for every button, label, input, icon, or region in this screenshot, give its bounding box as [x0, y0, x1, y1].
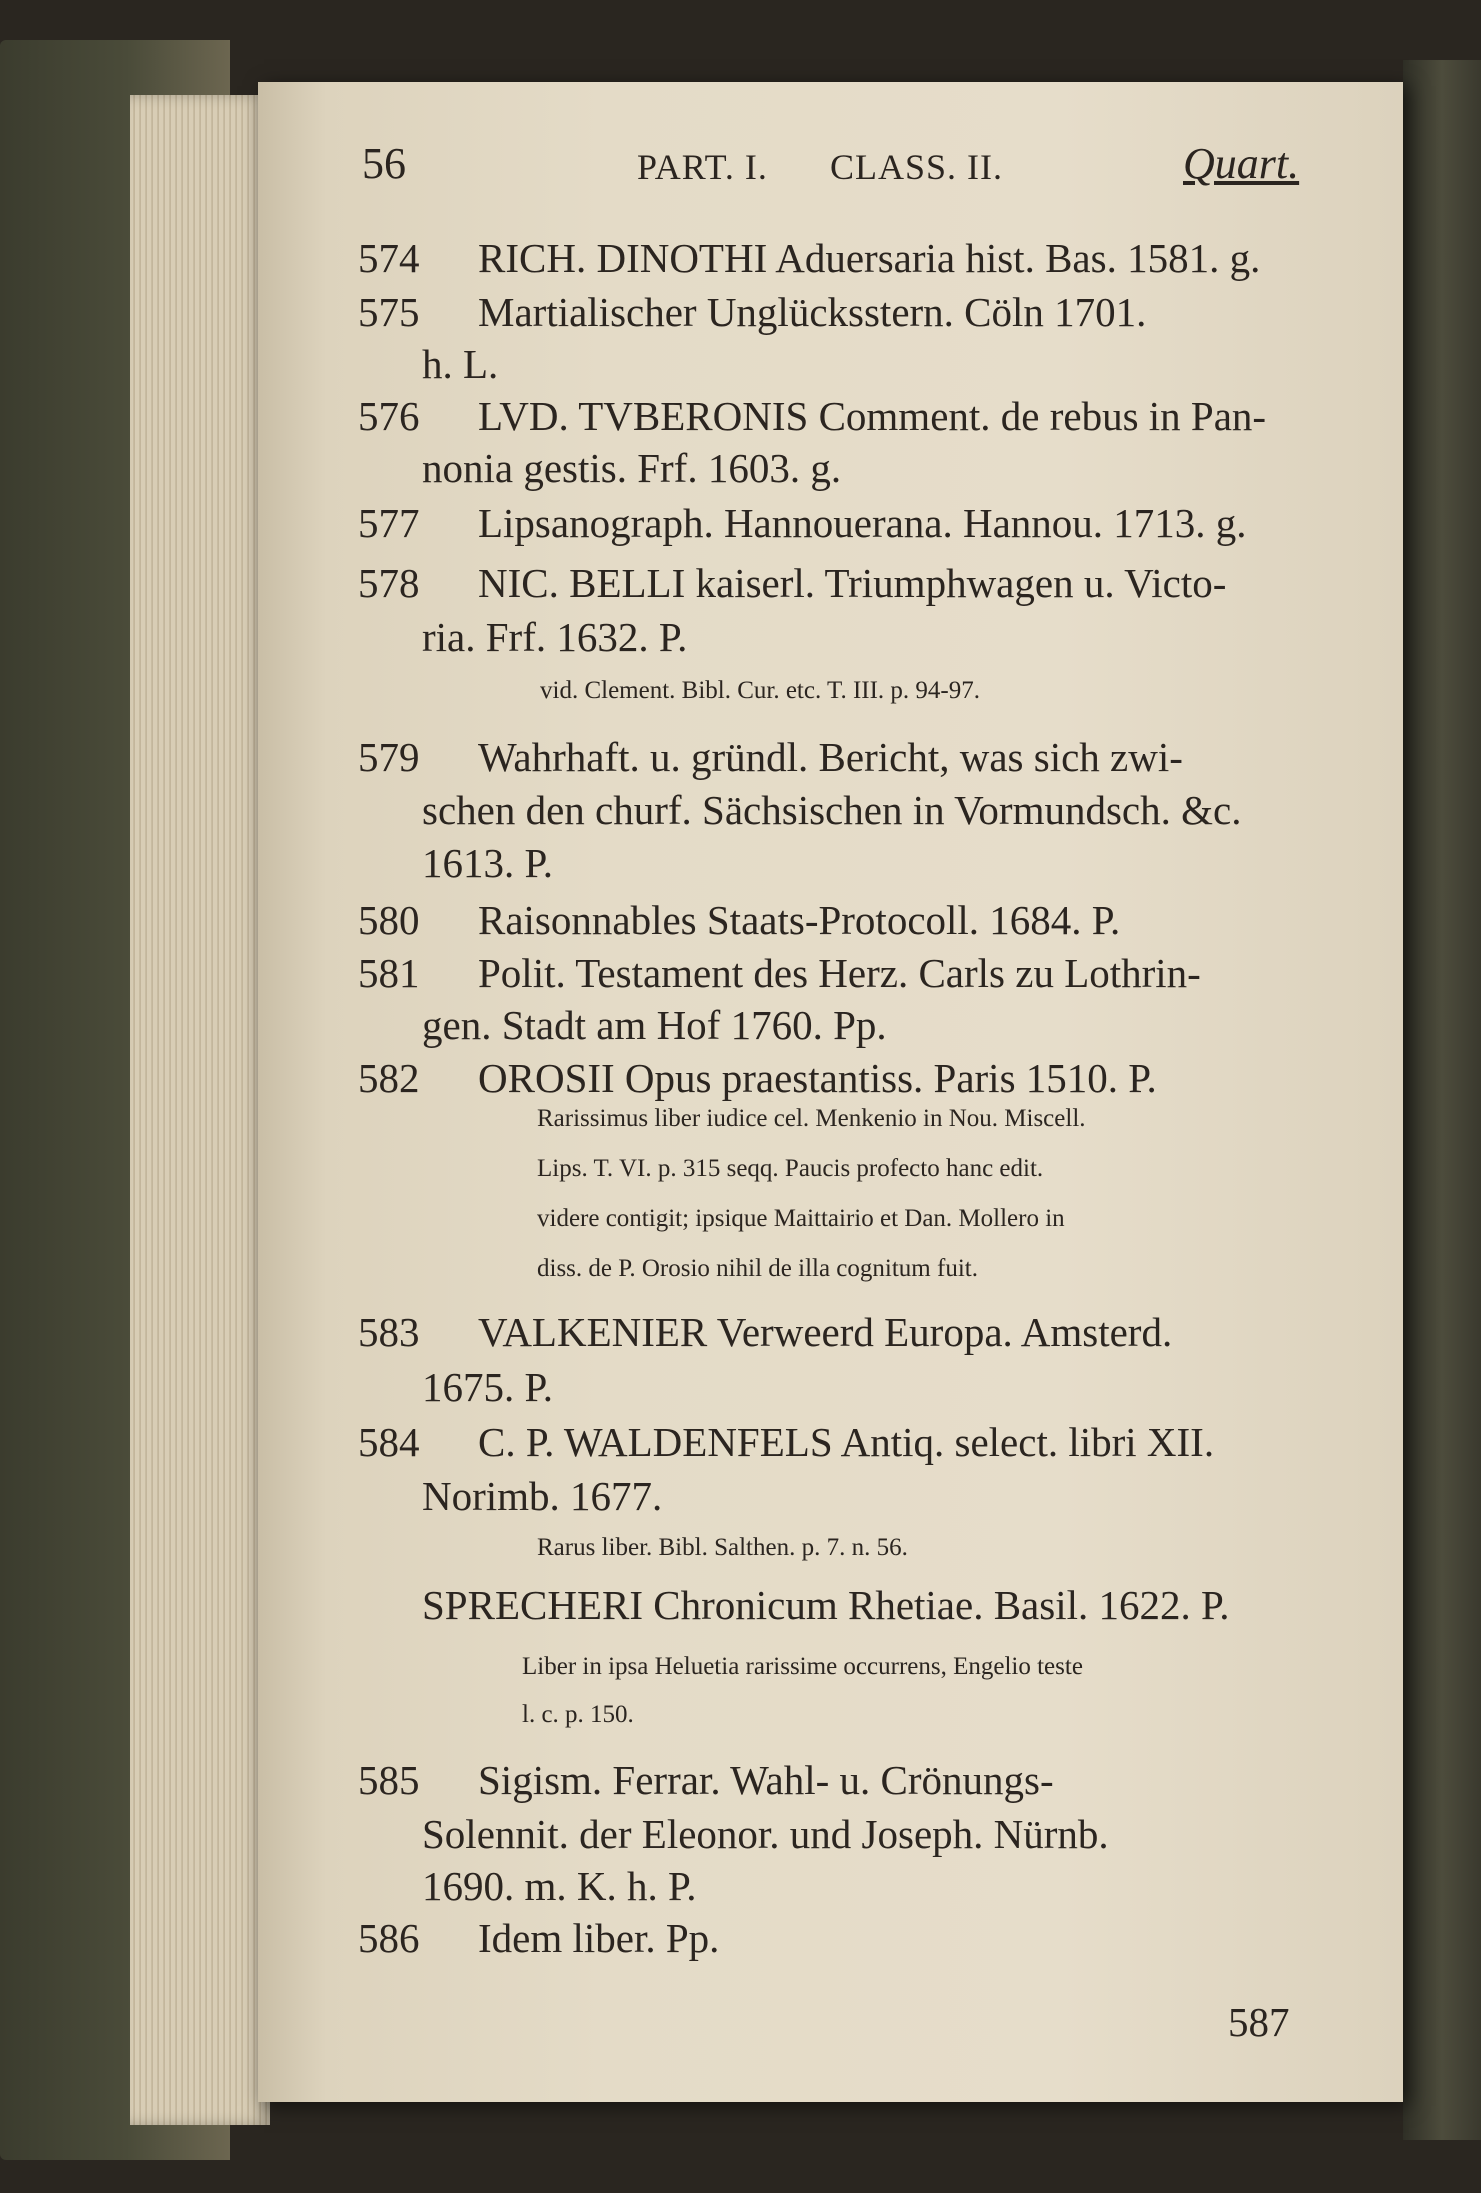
entry-note: videre contigit; ipsique Maittairio et Dan. Mollero in [537, 1205, 1065, 1232]
book-cover-right [1403, 60, 1481, 2140]
catchword: 587 [1228, 1999, 1290, 2045]
entry-line: Idem liber. Pp. [478, 1915, 720, 1961]
entry-line: 1675. P. [422, 1364, 554, 1410]
page-number: 56 [362, 139, 406, 188]
entry-line: Norimb. 1677. [422, 1473, 663, 1519]
header-format: Quart. [1183, 139, 1300, 188]
entry-line: VALKENIER Verweerd Europa. Amsterd. [478, 1309, 1173, 1355]
entry-note: diss. de P. Orosio nihil de illa cognitum fuit. [537, 1255, 978, 1282]
entry-number: 576 [358, 393, 420, 439]
entry-number: 578 [358, 560, 420, 606]
entry-line: nonia gestis. Frf. 1603. g. [422, 445, 842, 491]
entry-line: Sigism. Ferrar. Wahl- u. Crönungs- [478, 1757, 1054, 1803]
entry-number: 586 [358, 1915, 420, 1961]
entry-note: vid. Clement. Bibl. Cur. etc. T. III. p. 94-97. [540, 677, 980, 704]
entry-line: gen. Stadt am Hof 1760. Pp. [422, 1002, 887, 1048]
entry-number: 580 [358, 897, 420, 943]
page-edges [130, 95, 270, 2125]
entry-number: 574 [358, 235, 420, 281]
entry-line: 1613. P. [422, 840, 554, 886]
entry-line: Solennit. der Eleonor. und Joseph. Nürnb. [422, 1811, 1109, 1857]
entry-number: 579 [358, 734, 420, 780]
entry-line: C. P. WALDENFELS Antiq. select. libri XII. [478, 1419, 1215, 1465]
entry-line: ria. Frf. 1632. P. [422, 614, 688, 660]
entry-line: OROSII Opus praestantiss. Paris 1510. P. [478, 1055, 1157, 1101]
entry-line: Polit. Testament des Herz. Carls zu Lothrin- [478, 950, 1201, 996]
entry-line: Lipsanograph. Hannouerana. Hannou. 1713. g. [478, 500, 1247, 546]
entry-number: 582 [358, 1055, 420, 1101]
entry-number: 575 [358, 289, 420, 335]
entry-note: Liber in ipsa Heluetia rarissime occurrens, Engelio teste [522, 1653, 1083, 1680]
entry-number: 577 [358, 500, 420, 546]
header-part: PART. I. [637, 147, 768, 187]
entry-number: 581 [358, 950, 420, 996]
entry-line: 1690. m. K. h. P. [422, 1863, 697, 1909]
entry-line: schen den churf. Sächsischen in Vormundsch. &c. [422, 787, 1242, 833]
entry-line: Raisonnables Staats-Protocoll. 1684. P. [478, 897, 1121, 943]
entry-line: Martialischer Unglücksstern. Cöln 1701. [478, 289, 1147, 335]
header-class: CLASS. II. [830, 147, 1004, 187]
entry-number: 585 [358, 1757, 420, 1803]
entry-line: SPRECHERI Chronicum Rhetiae. Basil. 1622. P. [422, 1582, 1230, 1628]
entry-line: LVD. TVBERONIS Comment. de rebus in Pan- [478, 393, 1267, 439]
entry-number: 583 [358, 1309, 420, 1355]
entry-number: 584 [358, 1419, 420, 1465]
entry-note: Rarissimus liber iudice cel. Menkenio in Nou. Miscell. [537, 1105, 1086, 1132]
entry-line: h. L. [422, 341, 499, 387]
entry-line: Wahrhaft. u. gründl. Bericht, was sich zwi- [478, 734, 1183, 780]
entry-note: Rarus liber. Bibl. Salthen. p. 7. n. 56. [537, 1534, 908, 1561]
entry-note: l. c. p. 150. [522, 1701, 634, 1728]
entry-line: RICH. DINOTHI Aduersaria hist. Bas. 1581. g. [478, 235, 1261, 281]
entry-line: NIC. BELLI kaiserl. Triumphwagen u. Victo- [478, 560, 1227, 606]
entry-note: Lips. T. VI. p. 315 seqq. Paucis profecto hanc edit. [537, 1155, 1044, 1182]
